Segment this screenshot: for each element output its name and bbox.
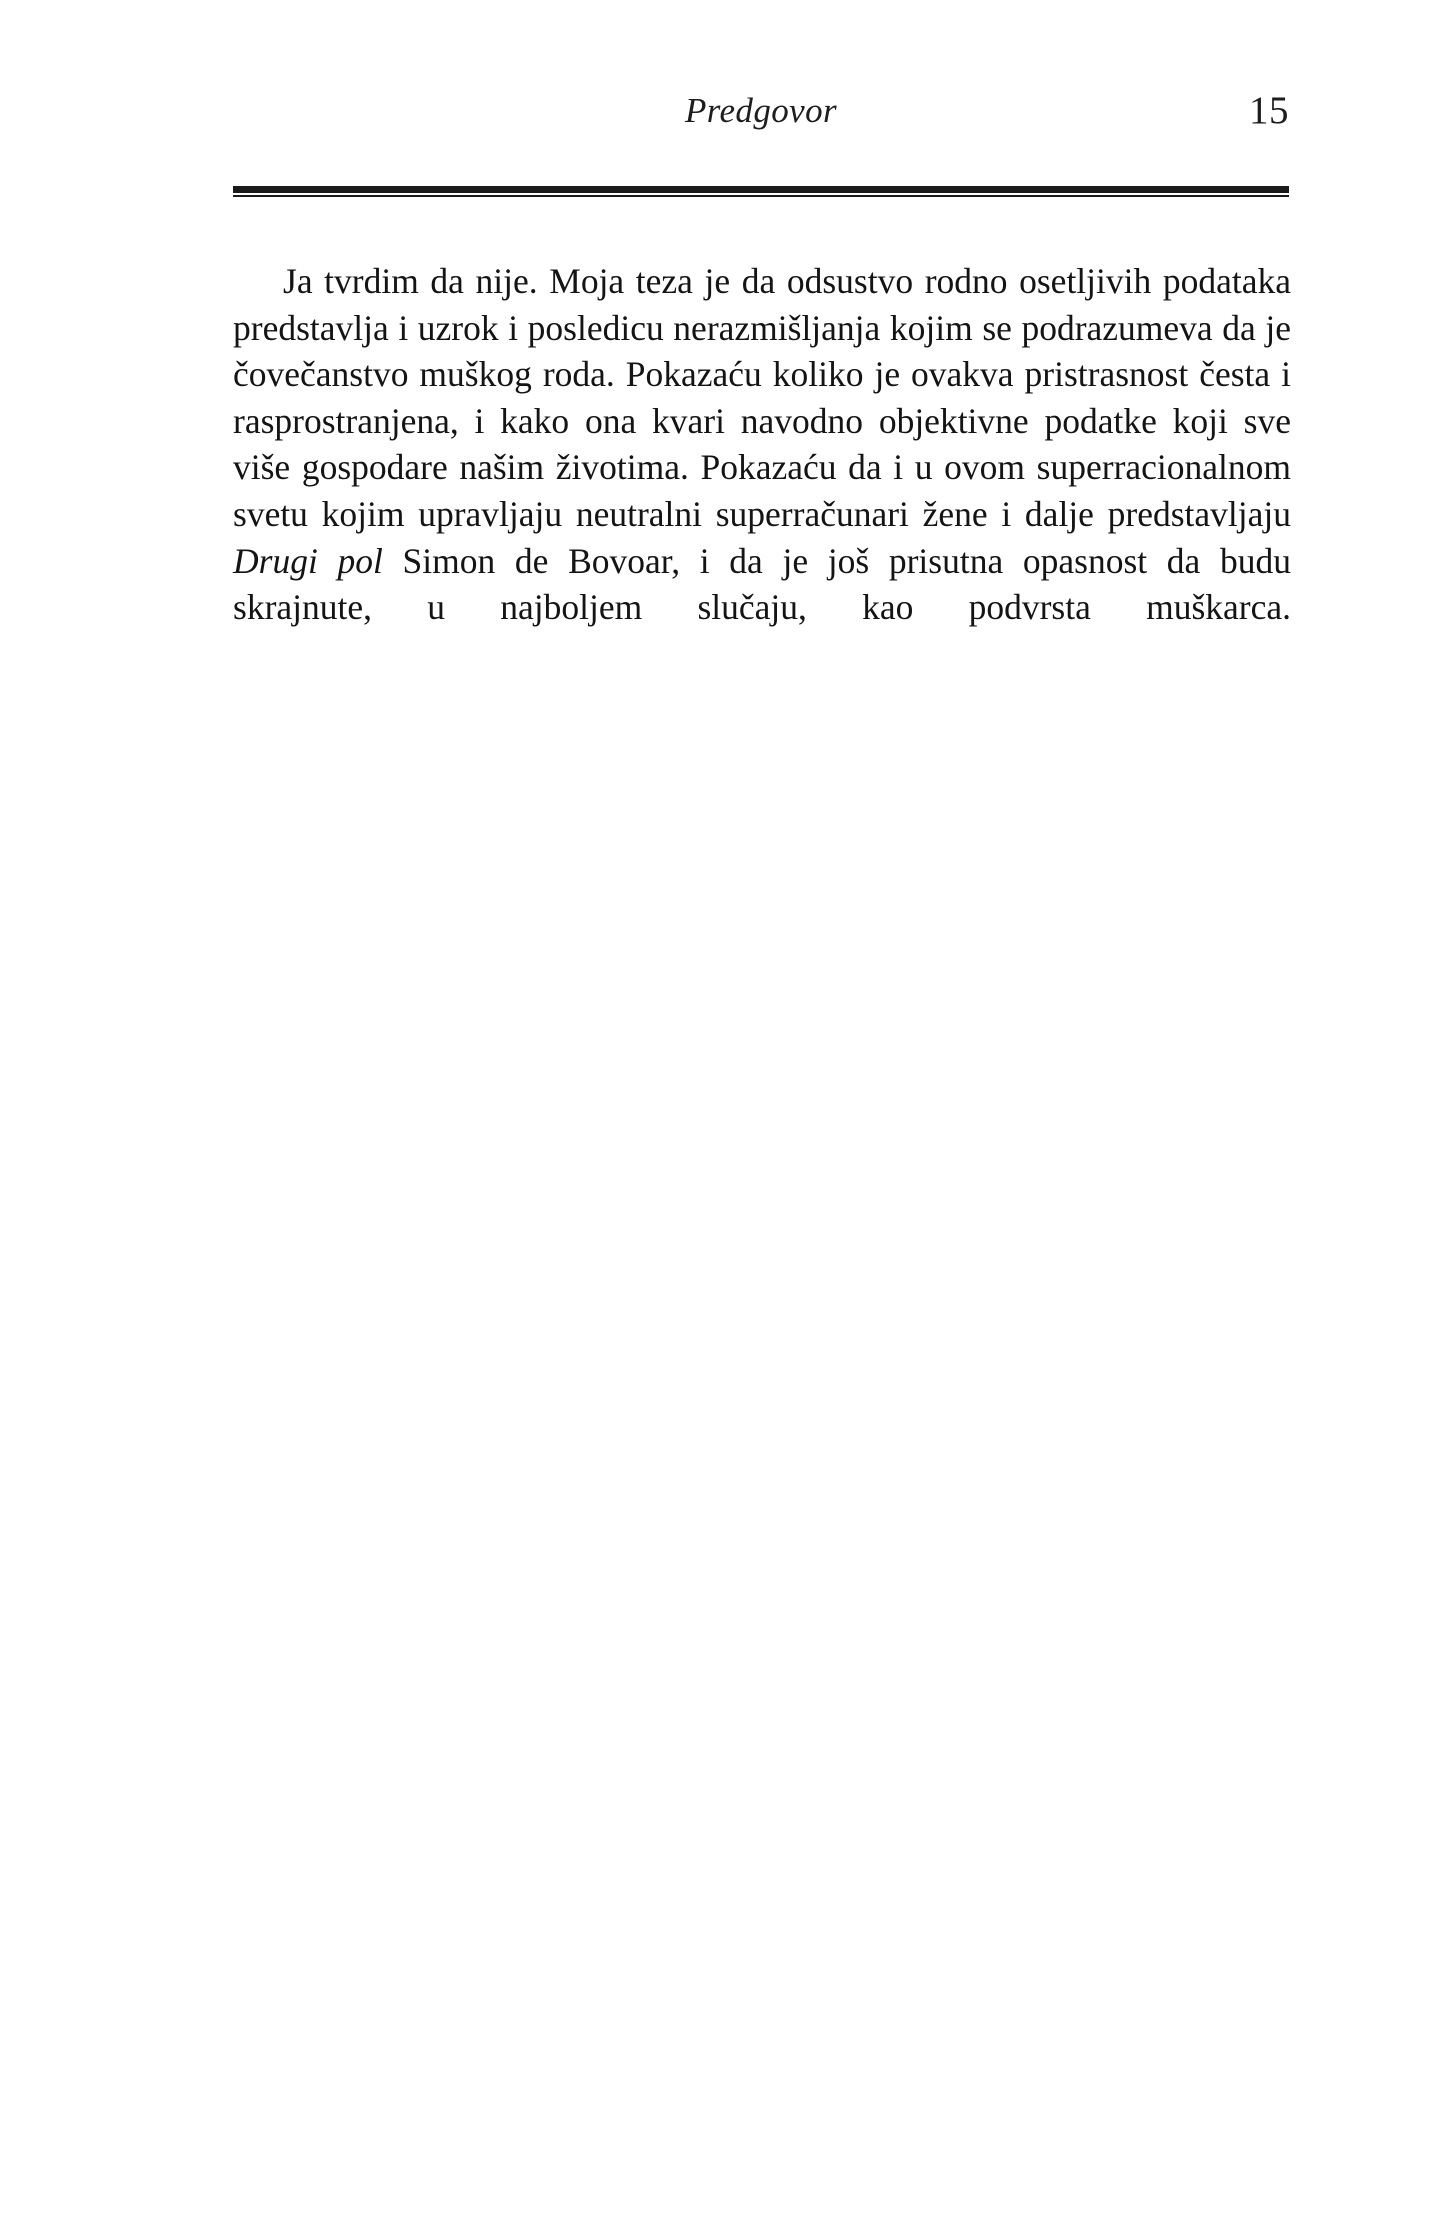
page-number: 15: [1249, 89, 1289, 132]
paragraph-text-after-title: Simon de Bovoar, i da je još prisutna opasnost da budu skrajnute, u najboljem slučaju, kao podvrsta muškarca.: [233, 540, 1291, 628]
book-title-italic: Drugi pol: [233, 540, 383, 581]
body-text-block: [233, 258, 1291, 677]
running-head-title: Predgovor: [685, 91, 837, 130]
header-double-rule: [233, 186, 1289, 197]
paragraph-text-before-title: Ja tvrdim da nije. Moja teza je da odsustvo rodno osetljivih podataka predstavlja i uzrok i posledicu nerazmišljanja kojim se podrazumeva da je čovečanstvo muškog roda. Pokazaću koliko je ovakva pristrasnost česta i rasprostranjena, i kako ona kvari navodno objektivne podatke koji sve više gospodare našim životima. Pokazaću da i u ovom superracionalnom svetu kojim upravljaju neutralni superračunari žene i dalje predstavljaju: [233, 261, 1291, 534]
header-rule-thin: [233, 195, 1289, 197]
body-paragraph: [233, 258, 1291, 677]
running-head: [233, 86, 1289, 148]
header-rule-thick: [233, 186, 1289, 193]
